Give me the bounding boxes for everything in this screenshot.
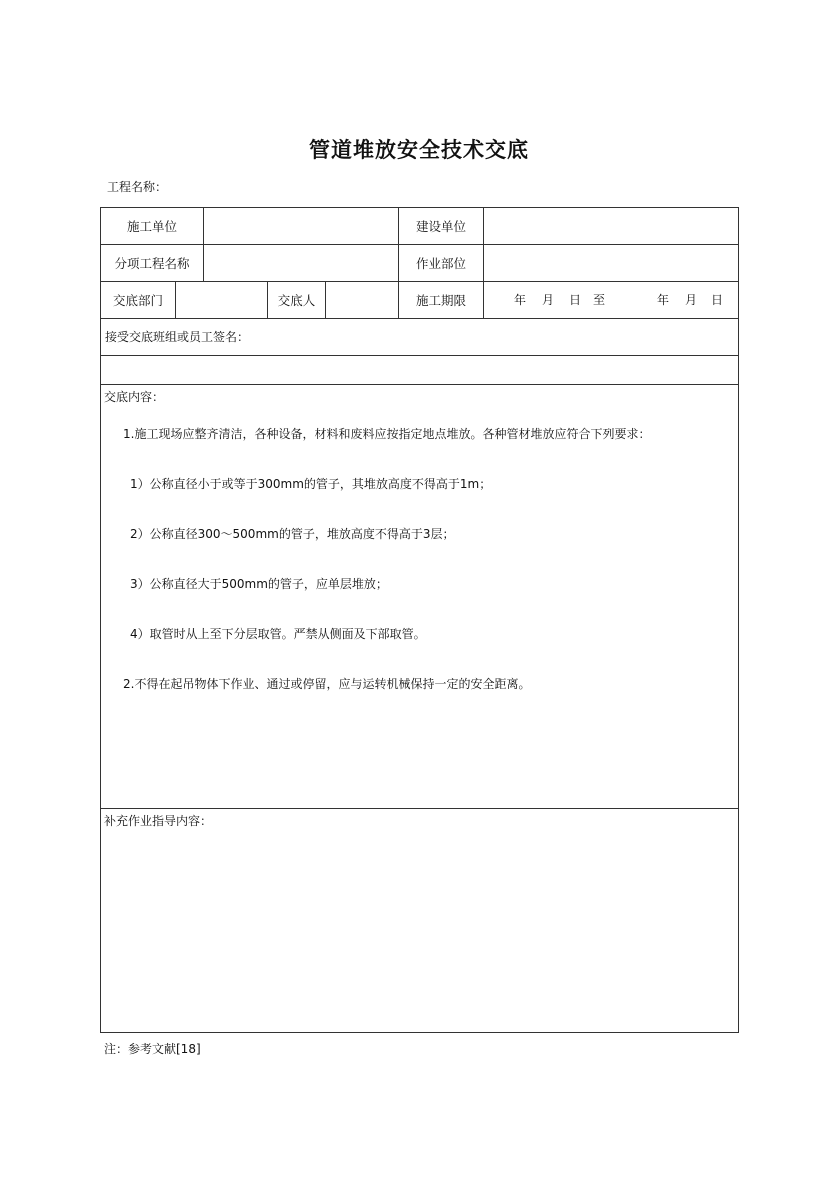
sub-project-name-field[interactable] — [204, 245, 398, 281]
period-day-start: 日 — [569, 293, 582, 307]
construction-unit-label: 施工单位 — [126, 219, 177, 234]
work-location-field[interactable] — [484, 245, 738, 281]
period-month-start: 月 — [542, 293, 555, 307]
reference-note: 注：参考文献[18] — [104, 1042, 201, 1056]
content-item-1: 1.施工现场应整齐清洁，各种设备，材料和废料应按指定地点堆放。各种管材堆放应符合下列要求： — [123, 427, 651, 441]
period-year-end: 年 — [657, 293, 670, 307]
owner-unit-label: 建设单位 — [415, 219, 466, 234]
period-day-end: 日 — [711, 293, 724, 307]
briefing-dept-label: 交底部门 — [112, 293, 163, 308]
sub-project-name-label: 分项工程名称 — [114, 256, 190, 271]
period-year-start: 年 — [514, 293, 527, 307]
content-subitem-1: 1）公称直径小于或等于300mm的管子，其堆放高度不得高于1m； — [130, 477, 492, 491]
content-subitem-4: 4）取管时从上至下分层取管。严禁从侧面及下部取管。 — [130, 627, 426, 641]
period-month-end: 月 — [685, 293, 698, 307]
supplement-label: 补充作业指导内容： — [104, 814, 213, 828]
briefing-dept-field[interactable] — [176, 282, 267, 318]
period-label: 施工期限 — [415, 293, 466, 308]
signature-label: 接受交底班组或员工签名： — [105, 330, 250, 344]
content-item-2: 2.不得在起吊物体下作业、通过或停留，应与运转机械保持一定的安全距离。 — [123, 677, 531, 691]
construction-unit-field[interactable] — [204, 208, 398, 244]
signature-field[interactable] — [101, 356, 738, 384]
content-subitem-3: 3）公称直径大于500mm的管子，应单层堆放； — [130, 577, 388, 591]
page-title: 管道堆放安全技术交底 — [309, 138, 529, 162]
project-name-label: 工程名称： — [107, 180, 168, 194]
briefer-label: 交底人 — [277, 293, 316, 308]
content-subitem-2: 2）公称直径300～500mm的管子，堆放高度不得高于3层； — [130, 527, 455, 541]
supplement-field[interactable] — [101, 832, 738, 1031]
period-to: 至 — [593, 293, 606, 307]
work-location-label: 作业部位 — [415, 256, 466, 271]
owner-unit-field[interactable] — [484, 208, 738, 244]
briefer-field[interactable] — [326, 282, 398, 318]
content-label: 交底内容： — [104, 390, 165, 404]
